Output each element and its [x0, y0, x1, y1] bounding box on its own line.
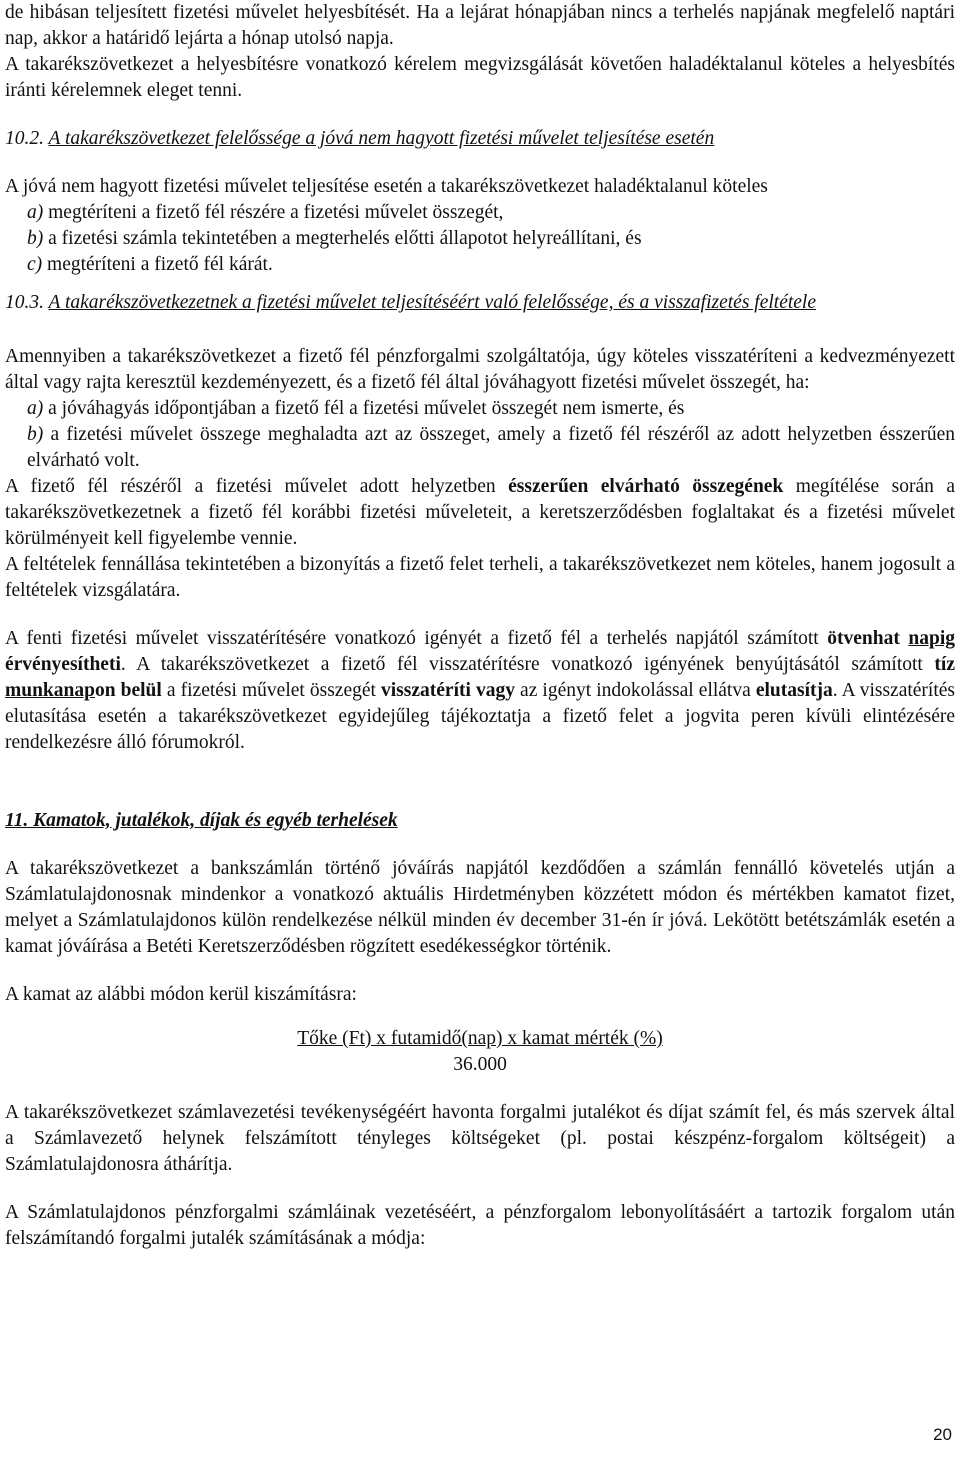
section-10-3-item-b — [5, 422, 955, 474]
intro-paragraph-2: A takarékszövetkezet a helyesbítésre vonatkozó kérelem megvizsgálását követően haladéktalanul köteles a helyesbítés iránti kérelemnek eleget tenni. — [5, 54, 955, 101]
bold-run: ésszerűen elvárható összegének — [508, 476, 784, 497]
section-10-2-number: 10.2. — [5, 128, 44, 149]
bold-run: ötvenhat — [827, 628, 909, 649]
text-run: A fizető fél részéről a fizetési művelet adott helyzetben — [5, 476, 509, 497]
section-11-paragraph-2: A kamat az alábbi módon kerül kiszámításra: — [5, 984, 357, 1005]
text-run: az igényt indokolással ellátva — [514, 680, 756, 701]
list-text: megtéríteni a fizető fél kárát. — [47, 254, 273, 275]
section-10-2-item-b — [5, 226, 955, 252]
section-11-paragraph-4: A Számlatulajdonos pénzforgalmi számláinak vezetéséért, a pénzforgalom lebonyolításáért a tartozik forgalom után felszámítandó forgalmi jutalék számításának a módja: — [5, 1202, 955, 1249]
text-run: . A takarékszövetkezet a fizető fél visszatérítésre vonatkozó igényének benyújtásától számított — [120, 654, 935, 675]
interest-formula — [5, 1026, 955, 1078]
bold-run: visszatéríti vagy — [381, 680, 515, 701]
list-text: a fizetési művelet összege meghaladta azt az összeget, amely a fizető fél részéről az adott helyzetben ésszerűen elvárható volt. — [27, 424, 955, 471]
list-marker: c) — [27, 254, 43, 275]
list-text: a fizetési számla tekintetében a megterhelés előtti állapotot helyreállítani, és — [48, 228, 642, 249]
section-10-3-paragraph-2 — [5, 474, 955, 552]
text-run: . A visszatérítés elutasítása esetén a takarékszövetkezet egyidejűleg tájékoztatja a fizető felet a jogvita peren kívüli elintézésére rendelkezésre álló fórumokról. — [5, 680, 955, 753]
list-marker: a) — [27, 202, 44, 223]
bold-underline-run: napig — [908, 628, 955, 649]
intro-paragraph-1: de hibásan teljesített fizetési művelet helyesbítését. Ha a lejárat hónapjában nincs a terhelés napjának megfelelő naptári nap, akkor a határidő lejárta a hónap utolsó napja. — [5, 2, 955, 49]
section-10-3-item-a — [5, 396, 955, 422]
section-10-2-item-c — [5, 252, 955, 278]
list-marker: b) — [27, 228, 44, 249]
bold-run: elutasítja — [755, 680, 833, 701]
section-11-title: 11. Kamatok, jutalékok, díjak és egyéb terhelések — [5, 810, 398, 831]
section-10-3-heading — [5, 290, 955, 316]
section-10-2-lead: A jóvá nem hagyott fizetési művelet teljesítése esetén a takarékszövetkezet haladéktalanul köteles — [5, 176, 768, 197]
text-run: A fenti fizetési művelet visszatérítésére vonatkozó igényét a fizető fél a terhelés napjától számított — [5, 628, 828, 649]
formula-denominator: 36.000 — [453, 1054, 507, 1075]
section-10-3-number: 10.3. — [5, 292, 44, 313]
section-10-3-paragraph-4 — [5, 626, 955, 756]
list-text: a jóváhagyás időpontjában a fizető fél a fizetési művelet összegét nem ismerte, és — [48, 398, 685, 419]
bold-run: tíz — [934, 654, 955, 675]
list-marker: a) — [27, 398, 44, 419]
section-10-2-heading — [5, 126, 955, 152]
bold-run: on belül — [94, 680, 162, 701]
section-10-2-title: A takarékszövetkezet felelőssége a jóvá nem hagyott fizetési művelet teljesítése esetén — [48, 128, 715, 149]
section-10-2-item-a — [5, 200, 955, 226]
section-11-paragraph-1: A takarékszövetkezet a bankszámlán történő jóváírás napjától kezdődően a számlán fennálló követelés utján a Számlatulajdonosnak mindenkor a vonatkozó aktuális Hirdetményben közzétett módon és mértékben kamatot fizet, melyet a Számlatulajdonos külön rendelkezése nélkül minden év december 31-én ír jóvá. Lekötött betétszámlák esetén a kamat jóváírása a Betéti Keretszerződésben rögzített esedékességkor történik. — [5, 858, 955, 957]
bold-underline-run: munkanap — [5, 680, 95, 701]
bold-run: érvényesítheti — [5, 654, 121, 675]
text-run: a fizetési művelet összegét — [161, 680, 382, 701]
text-run: megítélése során a takarékszövetkezetnek a fizető fél korábbi fizetési műveleteit, a keretszerződésben foglaltakat és a fizetési művelet körülményeit kell figyelembe vennie. — [5, 476, 956, 549]
section-10-3-paragraph-3: A feltételek fennállása tekintetében a bizonyítás a fizető felet terheli, a takarékszövetkezet nem köteles, hanem jogosult a feltételek vizsgálatára. — [5, 554, 955, 601]
document-page — [5, 0, 955, 1252]
section-11-paragraph-3: A takarékszövetkezet számlavezetési tevékenységéért havonta forgalmi jutalékot és díjat számít fel, és más szervek által a Számlavezető helynek felszámított tényleges költségeket (pl. postai készpénz-forgalom költségeit) a Számlatulajdonosra áthárítja. — [5, 1102, 955, 1175]
section-10-3-title: A takarékszövetkezetnek a fizetési művelet teljesítéséért való felelőssége, és a visszafizetés feltétele — [48, 292, 816, 313]
section-10-3-paragraph-1: Amennyiben a takarékszövetkezet a fizető fél pénzforgalmi szolgáltatója, úgy köteles visszatéríteni a kedvezményezett által vagy rajta keresztül kezdeményezett, és a fizető fél által jóváhagyott fizetési művelet összegét, ha: — [5, 346, 955, 393]
formula-numerator: Tőke (Ft) x futamidő(nap) x kamat mérték (%) — [297, 1028, 663, 1049]
page-number: 20 — [933, 1425, 952, 1444]
list-marker: b) — [27, 424, 44, 445]
list-text: megtéríteni a fizető fél részére a fizetési művelet összegét, — [48, 202, 504, 223]
